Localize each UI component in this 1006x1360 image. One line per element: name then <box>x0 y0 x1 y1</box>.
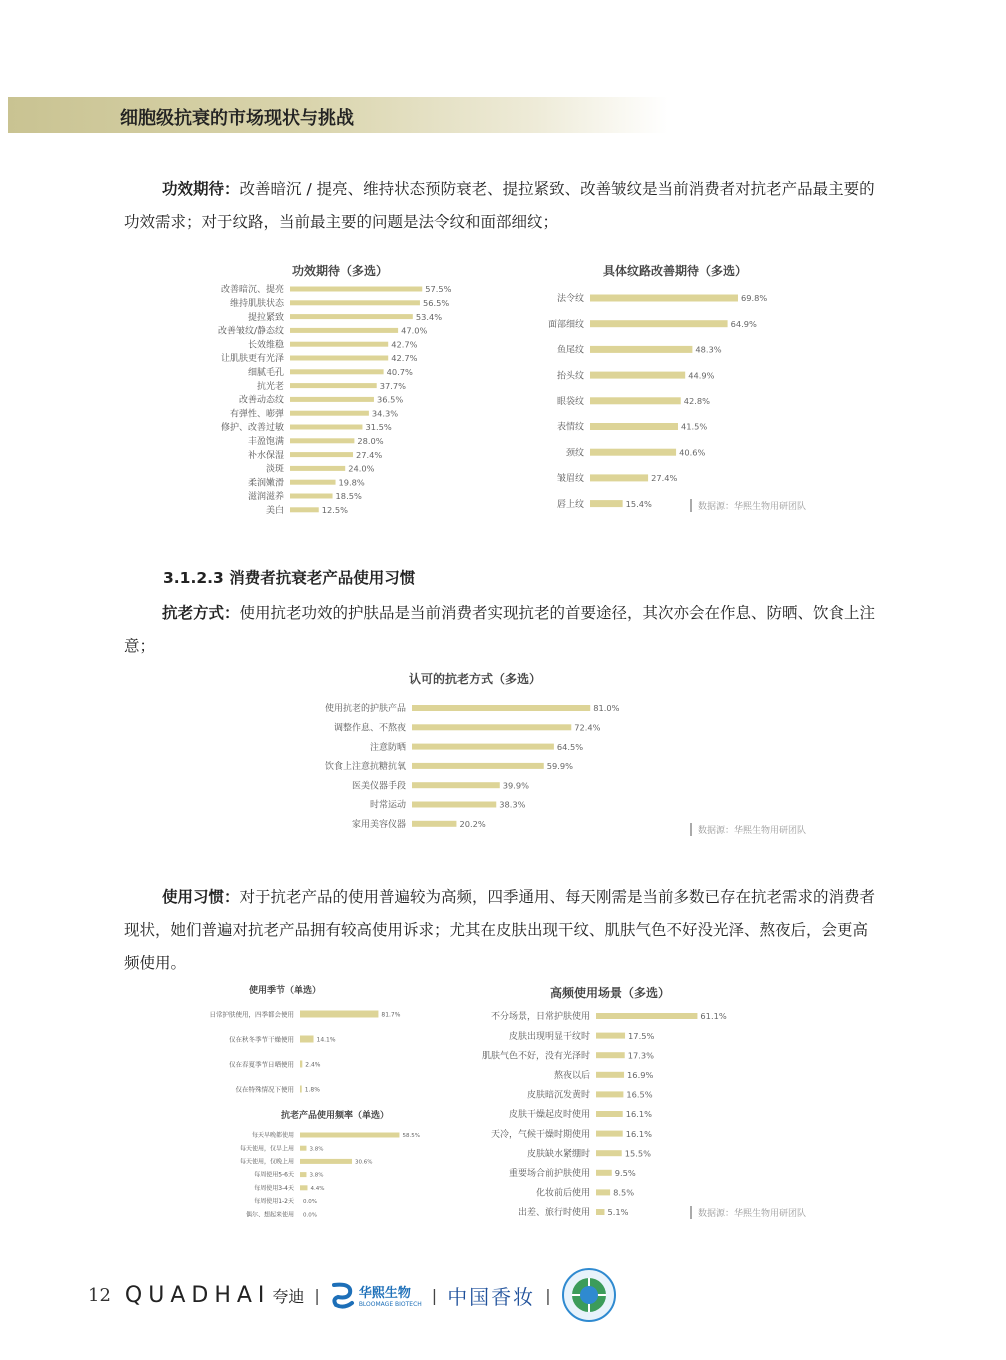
data-label: 27.4% <box>651 473 678 484</box>
footer-separator: | <box>314 1285 320 1305</box>
bar <box>596 1209 604 1215</box>
bar <box>412 763 544 769</box>
data-label: 41.5% <box>680 421 708 432</box>
axis-category-label: 抬头纹 <box>556 371 584 382</box>
data-label: 40.6% <box>679 447 706 458</box>
bar <box>590 346 692 353</box>
bar <box>290 342 388 347</box>
axis-category-label: 维持肌肤状态 <box>229 298 284 309</box>
data-label: 36.5% <box>376 394 404 405</box>
bar <box>290 438 354 443</box>
bar <box>596 1072 624 1078</box>
axis-category-label: 颈纹 <box>565 448 584 459</box>
data-label: 0.0% <box>303 1199 318 1206</box>
bar <box>290 480 336 485</box>
axis-category-label: 皮肤缺水紧绷时 <box>526 1149 590 1160</box>
data-label: 3.8% <box>309 1172 324 1179</box>
axis-category-label: 眼袋纹 <box>556 396 584 407</box>
axis-category-label: 饮食上注意抗糖抗氧 <box>324 762 406 773</box>
bar <box>596 1091 623 1097</box>
data-label: 9.5% <box>614 1167 636 1178</box>
source-note: 数据源：华熙生物用研团队 <box>690 823 806 836</box>
axis-category-label: 抗光老 <box>256 381 284 392</box>
data-label: 47.0% <box>401 325 428 336</box>
data-label: 53.4% <box>415 311 443 322</box>
data-label: 16.5% <box>626 1089 653 1100</box>
data-label: 48.3% <box>695 344 722 355</box>
data-label: 28.0% <box>357 435 384 446</box>
axis-category-label: 改善暗沉、提亮 <box>220 285 284 296</box>
chart-title-season: 使用季节（单选） <box>248 986 321 996</box>
data-label: 14.1% <box>316 1036 336 1044</box>
axis-category-label: 柔润嫩滑 <box>247 478 284 489</box>
bar <box>290 300 420 305</box>
data-label: 18.5% <box>335 491 362 502</box>
axis-category-label: 每天使用，仅晚上用 <box>239 1158 294 1166</box>
axis-category-label: 使用抗老的护肤产品 <box>324 704 406 715</box>
data-label: 24.0% <box>348 463 375 474</box>
axis-category-label: 补水保湿 <box>247 450 284 461</box>
logo-huaxi-sub: BLOOMAGE BIOTECH <box>358 1301 422 1308</box>
bar <box>300 1146 306 1151</box>
data-label: 19.8% <box>338 477 365 488</box>
bar <box>412 744 554 750</box>
bar <box>596 1111 623 1117</box>
chart-title-lines: 具体纹路改善期待（多选） <box>602 264 747 278</box>
bar <box>300 1086 302 1093</box>
axis-category-label: 鱼尾纹 <box>556 345 584 356</box>
axis-category-label: 每天使用，仅早上用 <box>239 1145 294 1153</box>
chart-title-efficacy: 功效期待（多选） <box>291 264 388 278</box>
axis-category-label: 皮肤干燥起皮时使用 <box>508 1110 590 1121</box>
bar <box>300 1061 302 1068</box>
chart-title-frequency: 抗老产品使用频率（单选） <box>280 1111 389 1121</box>
axis-category-label: 美白 <box>265 505 284 516</box>
data-label: 2.4% <box>305 1061 321 1069</box>
bar <box>596 1033 625 1039</box>
axis-category-label: 化妆前后使用 <box>535 1188 590 1199</box>
data-label: 15.5% <box>624 1148 651 1159</box>
axis-category-label: 日常护肤使用，四季都会使用 <box>209 1010 294 1019</box>
data-label: 64.5% <box>556 741 584 752</box>
data-label: 17.5% <box>628 1030 655 1041</box>
bar <box>596 1131 623 1137</box>
bar <box>590 397 681 404</box>
bar <box>290 507 319 512</box>
data-label: 44.9% <box>688 370 715 381</box>
axis-category-label: 面部细纹 <box>547 319 584 330</box>
paragraph-lead: 抗老方式： <box>162 604 240 622</box>
data-label: 58.5% <box>402 1133 420 1140</box>
footer <box>88 1278 617 1312</box>
data-label: 56.5% <box>422 297 450 308</box>
data-label: 12.5% <box>321 504 349 515</box>
paragraph-lead: 使用习惯： <box>162 888 240 906</box>
data-label: 8.5% <box>613 1187 635 1198</box>
logo-china-cosmetics: 中国香妆 <box>447 1284 536 1309</box>
axis-category-label: 皮肤暗沉发黄时 <box>526 1090 590 1101</box>
axis-category-label: 长效维稳 <box>247 340 284 351</box>
bar <box>290 452 353 457</box>
axis-category-label: 调整作息、不熬夜 <box>333 723 406 734</box>
axis-category-label: 让肌肤更有光泽 <box>220 354 284 365</box>
source-note: 数据源：华熙生物用研团队 <box>690 499 806 512</box>
bar <box>290 356 388 361</box>
bar <box>412 821 456 827</box>
axis-category-label: 仅在秋冬季节干燥使用 <box>229 1035 294 1044</box>
data-label: 42.8% <box>683 395 711 406</box>
bar <box>412 724 571 730</box>
axis-category-label: 仅在特殊情况下使用 <box>235 1085 294 1094</box>
chart-efficacy <box>150 282 510 518</box>
chart-methods <box>270 698 620 834</box>
bar <box>290 383 377 388</box>
bar <box>590 474 648 481</box>
bar <box>596 1052 625 1058</box>
data-label: 16.1% <box>625 1109 652 1120</box>
bar <box>590 500 623 507</box>
bar <box>596 1150 622 1156</box>
page-number: 12 <box>88 1284 111 1306</box>
bar <box>290 287 422 292</box>
data-label: 81.0% <box>593 703 620 714</box>
bar <box>590 295 738 302</box>
bar <box>300 1172 306 1177</box>
paragraph-lead: 功效期待： <box>162 180 240 198</box>
page-section-title: 细胞级抗衰的市场现状与挑战 <box>120 108 354 129</box>
axis-category-label: 淡斑 <box>265 464 284 475</box>
bar <box>412 705 590 711</box>
bar <box>590 449 676 456</box>
paragraph-methods <box>124 597 880 663</box>
bar <box>300 1185 307 1190</box>
bar <box>300 1133 399 1138</box>
data-label: 39.9% <box>502 780 530 791</box>
bar <box>290 494 333 499</box>
data-label: 61.1% <box>700 1011 727 1022</box>
bar <box>412 802 496 808</box>
data-label: 27.4% <box>356 449 383 460</box>
logo-quadhai-cn: 夸迪 <box>272 1286 305 1306</box>
data-label: 16.1% <box>625 1128 652 1139</box>
paragraph-text: 对于抗老产品的使用普遍较为高频，四季通用、每天刚需是当前多数已存在抗老需求的消费者现状，她们普遍对抗老产品拥有较高使用诉求；尤其在皮肤出现干纹、肌肤气色不好没光泽、熬夜后，会更高频使用。 <box>124 888 876 972</box>
data-label: 42.7% <box>391 353 418 364</box>
paragraph-habits <box>124 881 880 980</box>
bar <box>290 328 398 333</box>
chart-season <box>180 1002 430 1100</box>
bar <box>290 397 374 402</box>
source-note: 数据源：华熙生物用研团队 <box>690 1206 806 1219</box>
axis-category-label: 改善动态纹 <box>238 395 284 406</box>
axis-category-label: 注意防晒 <box>369 742 406 753</box>
axis-category-label: 肌肤气色不好，没有光泽时 <box>481 1051 590 1062</box>
bar <box>590 423 678 430</box>
axis-category-label: 细腻毛孔 <box>247 367 284 378</box>
footer-separator: | <box>545 1285 551 1305</box>
chart-title-methods: 认可的抗老方式（多选） <box>408 672 541 686</box>
bar <box>290 425 362 430</box>
data-label: 20.2% <box>459 818 486 829</box>
axis-category-label: 皱眉纹 <box>556 474 584 485</box>
axis-category-label: 每周使用3-4天 <box>254 1184 294 1192</box>
axis-category-label: 改善皱纹/静态纹 <box>217 326 284 337</box>
logo-quadhai: QUADHAI <box>124 1282 271 1308</box>
data-label: 69.8% <box>740 293 768 304</box>
axis-category-label: 皮肤出现明显干纹时 <box>508 1031 590 1042</box>
axis-category-label: 丰盈饱满 <box>247 436 284 447</box>
axis-category-label: 每周使用5-6天 <box>254 1171 294 1179</box>
axis-category-label: 家用美容仪器 <box>351 819 406 830</box>
data-label: 81.7% <box>381 1011 401 1019</box>
bar <box>300 1036 314 1043</box>
data-label: 16.9% <box>627 1069 654 1080</box>
data-label: 3.8% <box>309 1146 324 1153</box>
axis-category-label: 天冷，气候干燥时期使用 <box>490 1129 590 1140</box>
chart-scenes <box>440 1006 740 1220</box>
data-label: 59.9% <box>546 761 574 772</box>
data-label: 37.7% <box>379 380 406 391</box>
axis-category-label: 唇上纹 <box>556 499 584 510</box>
axis-category-label: 时常运动 <box>369 800 406 811</box>
bar <box>412 782 500 788</box>
axis-category-label: 提拉紧致 <box>247 312 284 323</box>
data-label: 15.4% <box>625 498 652 509</box>
data-label: 31.5% <box>365 422 392 433</box>
axis-category-label: 偶尔、想起来使用 <box>245 1211 294 1219</box>
axis-category-label: 滋润滋养 <box>247 492 284 503</box>
axis-category-label: 每周使用1-2天 <box>254 1198 294 1206</box>
paragraph-text: 使用抗老功效的护肤品是当前消费者实现抗老的首要途径，其次亦会在作息、防晒、饮食上注意； <box>124 604 876 655</box>
axis-category-label: 每天早晚都使用 <box>251 1132 294 1140</box>
data-label: 1.8% <box>304 1086 320 1094</box>
data-label: 34.3% <box>371 408 399 419</box>
bar <box>290 314 413 319</box>
data-label: 64.9% <box>730 318 757 329</box>
axis-category-label: 医美仪器手段 <box>351 781 406 792</box>
chart-title-scenes: 高频使用场景（多选） <box>549 986 670 1000</box>
data-label: 5.1% <box>607 1207 629 1218</box>
bar <box>290 369 384 374</box>
axis-category-label: 仅在春夏季节日晒使用 <box>229 1060 294 1069</box>
data-label: 30.6% <box>355 1159 373 1166</box>
axis-category-label: 修护、改善过敏 <box>220 423 284 434</box>
axis-category-label: 出差、旅行时使用 <box>517 1208 590 1219</box>
huaxi-mark-icon <box>330 1281 356 1309</box>
data-label: 17.3% <box>627 1050 654 1061</box>
data-label: 38.3% <box>499 799 526 810</box>
logo-huaxi-name: 华熙生物 <box>358 1286 411 1301</box>
axis-category-label: 法令纹 <box>556 294 584 305</box>
logo-huaxi <box>330 1281 422 1309</box>
chart-frequency <box>200 1128 440 1226</box>
axis-category-label: 重要场合前护肤使用 <box>508 1168 590 1179</box>
axis-category-label: 熬夜以后 <box>553 1070 590 1081</box>
paragraph-efficacy <box>124 173 880 239</box>
data-label: 57.5% <box>425 284 452 295</box>
axis-category-label: 表情纹 <box>556 422 584 433</box>
data-label: 0.0% <box>303 1212 318 1219</box>
bar <box>596 1170 612 1176</box>
data-label: 42.7% <box>391 339 418 350</box>
bar <box>590 320 728 327</box>
bar <box>590 372 685 379</box>
data-label: 40.7% <box>386 366 413 377</box>
chart-lines <box>520 286 840 514</box>
section-heading: 3.1.2.3 消费者抗衰老产品使用习惯 <box>163 569 416 587</box>
bar <box>596 1013 697 1019</box>
bar <box>300 1159 352 1164</box>
data-label: 72.4% <box>574 722 601 733</box>
footer-separator: | <box>431 1285 438 1305</box>
axis-category-label: 有弹性、嘭弹 <box>229 409 284 420</box>
data-label: 4.4% <box>310 1185 325 1192</box>
axis-category-label: 不分场景，日常护肤使用 <box>490 1012 590 1023</box>
bar <box>290 411 369 416</box>
bar <box>290 466 345 471</box>
bar <box>300 1011 378 1018</box>
paragraph-text: 改善暗沉 / 提亮、维持状态预防衰老、提拉紧致、改善皱纹是当前消费者对抗老产品最主要的功效需求；对于纹路，当前最主要的问题是法令纹和面部细纹； <box>124 180 875 231</box>
bar <box>596 1189 610 1195</box>
association-seal-icon <box>561 1267 617 1323</box>
